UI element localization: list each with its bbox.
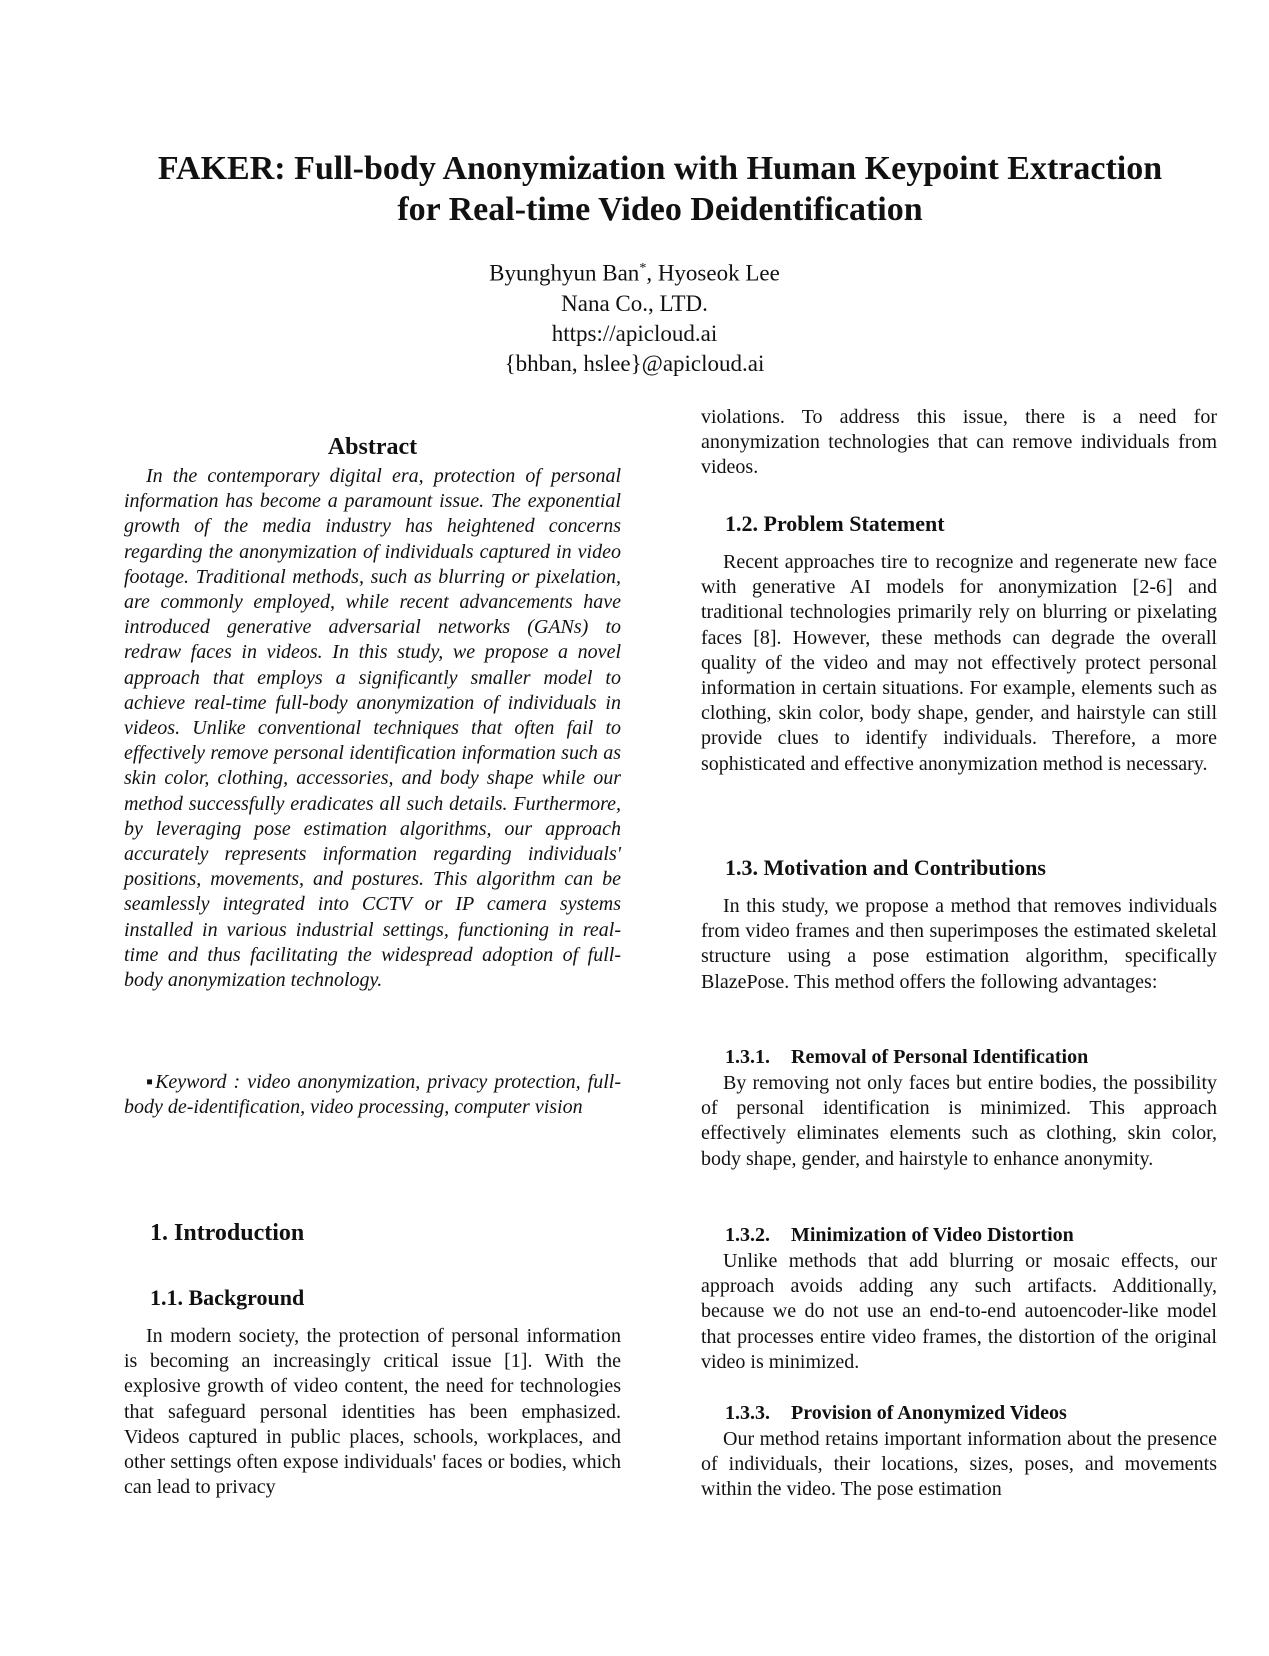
subsubsection-title: Minimization of Video Distortion bbox=[791, 1224, 1074, 1246]
subsection-heading-background: 1.1. Background bbox=[150, 1285, 305, 1310]
subsubsection-number: 1.3.3. bbox=[725, 1402, 770, 1424]
title-line-2: for Real-time Video Deidentification bbox=[397, 191, 923, 228]
subsection-heading-motivation: 1.3. Motivation and Contributions bbox=[725, 855, 1046, 880]
corresponding-author-mark: * bbox=[639, 261, 647, 276]
title-line-1: FAKER: Full-body Anonymization with Human Keypoint Extraction bbox=[157, 150, 1163, 187]
author-url: https://apicloud.ai bbox=[551, 320, 718, 346]
subsection-heading-problem: 1.2. Problem Statement bbox=[725, 511, 945, 536]
section-heading-introduction: 1. Introduction bbox=[150, 1220, 305, 1246]
problem-paragraph: Recent approaches tire to recognize and regenerate new face with generative AI models for anonymization [2-6] and traditional technologies primarily rely on blurring or pixelating faces [8]. However, these methods can degrade the overall quality of the video and may not effectively protect personal information in certain situations. For example, elements such as clothing, skin color, body shape, gender, and hairstyle can still provide clues to identify individuals. Therefore, a more sophisticated and effective anonymization method is necessary. bbox=[701, 551, 1217, 775]
author-affiliation: Nana Co., LTD. bbox=[561, 290, 708, 316]
abstract-heading: Abstract bbox=[327, 434, 418, 460]
distortion-paragraph: Unlike methods that add blurring or mosaic effects, our approach avoids adding any such artifacts. Additionally, because we do not use an end-to-end autoencoder-like model that processes entire video frames, the distortion of the original video is minimized. bbox=[701, 1250, 1217, 1373]
background-paragraph: In modern society, the protection of personal information is becoming an increasingly critical issue [1]. With the explosive growth of video content, the need for technologies that safeguard personal identities has been emphasized. Videos captured in public places, schools, workplaces, and other settings often expose individuals' faces or bodies, which can lead to privacy bbox=[124, 1325, 621, 1499]
subsubsection-title: Provision of Anonymized Videos bbox=[791, 1402, 1067, 1424]
author-name-second: , Hyoseok Lee bbox=[646, 260, 780, 286]
subsubsection-title: Removal of Personal Identification bbox=[791, 1046, 1089, 1068]
subsubsection-heading-distortion bbox=[725, 1222, 1074, 1248]
abstract-body: In the contemporary digital era, protection of personal information has become a paramount issue. The exponential growth of the media industry has heightened concerns regarding the anonymization of individuals captured in video footage. Traditional methods, such as blurring or pixelation, are commonly employed, while recent advancements have introduced generative adversarial networks (GANs) to redraw faces in videos. In this study, we propose a novel approach that employs a significantly smaller model to achieve real-time full-body anonymization of individuals in videos. Unlike conventional techniques that often fail to effectively remove personal identification information such as skin color, clothing, accessories, and body shape while our method successfully eradicates all such details. Furthermore, by leveraging pose estimation algorithms, our approach accurately represents information regarding individuals' positions, movements, and postures. This algorithm can be seamlessly integrated into CCTV or IP camera systems installed in various industrial settings, functioning in real-time and thus facilitating the widespread adoption of full-body anonymization technology. bbox=[124, 465, 621, 992]
subsubsection-number: 1.3.2. bbox=[725, 1224, 770, 1246]
author-block bbox=[0, 254, 1269, 379]
background-continued-paragraph: violations. To address this issue, there is a need for anonymization technologies that can remove individuals from videos. bbox=[701, 406, 1217, 479]
subsubsection-heading-removal bbox=[725, 1044, 1088, 1070]
author-name-first: Byunghyun Ban bbox=[489, 260, 640, 286]
keyword-line: ▪Keyword : video anonymization, privacy protection, full-body de-identification, video processing, computer vision bbox=[124, 1071, 621, 1119]
provision-paragraph: Our method retains important information about the presence of individuals, their locations, sizes, poses, and movements within the video. The pose estimation bbox=[701, 1428, 1217, 1501]
removal-paragraph: By removing not only faces but entire bodies, the possibility of personal identification is minimized. This approach effectively eliminates elements such as clothing, skin color, body shape, gender, and hairstyle to enhance anonymity. bbox=[701, 1072, 1217, 1170]
paper-title bbox=[60, 148, 1260, 230]
author-emails: {bhban, hslee}@apicloud.ai bbox=[504, 350, 765, 376]
motivation-paragraph: In this study, we propose a method that removes individuals from video frames and then superimposes the estimated skeletal structure using a pose estimation algorithm, specifically BlazePose. This method offers the following advantages: bbox=[701, 895, 1217, 993]
author-names bbox=[0, 254, 1269, 289]
subsubsection-heading-provision bbox=[725, 1400, 1067, 1426]
subsubsection-number: 1.3.1. bbox=[725, 1046, 770, 1068]
